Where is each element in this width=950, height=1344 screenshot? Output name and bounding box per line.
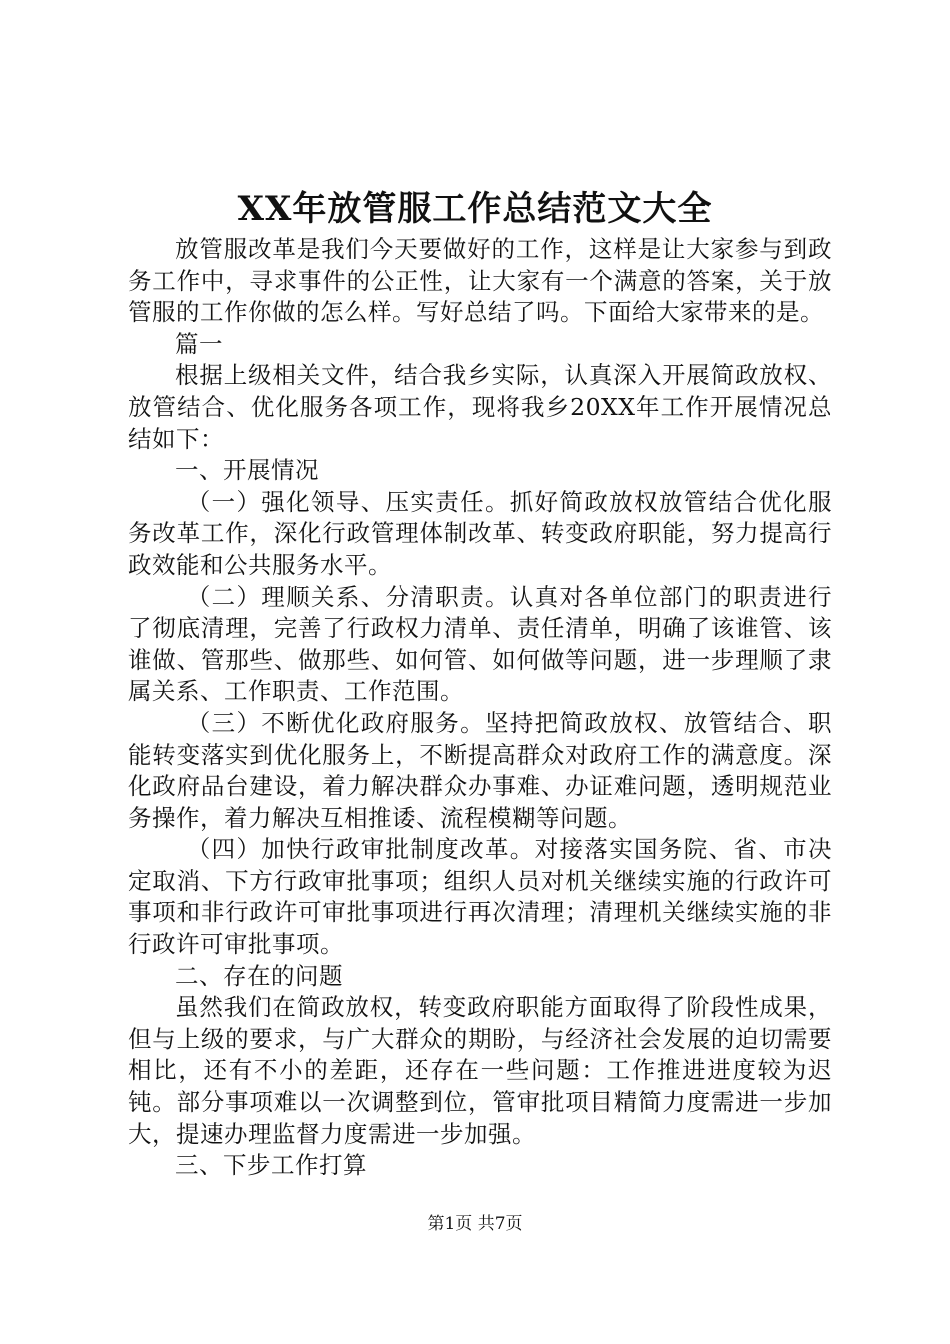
section-label: 篇一: [175, 329, 223, 358]
document-title: XX年放管服工作总结范文大全: [237, 189, 713, 229]
list-paragraph: （四）加快行政审批制度改革。对接落实国务院、省、市决定取消、下方行政审批事项；组织人员对机关继续实施的行政许可事项和非行政许可审批事项进行再次清理；清理机关继续实施的非行政许可审批事项。: [128, 835, 832, 959]
list-paragraph: （三）不断优化政府服务。坚持把简政放权、放管结合、职能转变落实到优化服务上，不断提高群众对政府工作的满意度。深化政府品台建设，着力解决群众办事难、办证难问题，透明规范业务操作，着力解决互相推诿、流程模糊等问题。: [128, 708, 832, 832]
paragraph: 虽然我们在简政放权，转变政府职能方面取得了阶段性成果，但与上级的要求，与广大群众的期盼，与经济社会发展的迫切需要相比，还有不小的差距，还存在一些问题：工作推进进度较为迟钝。部分事项难以一次调整到位，管审批项目精简力度需进一步加大，提速办理监督力度需进一步加强。: [128, 993, 832, 1148]
list-paragraph: （二）理顺关系、分清职责。认真对各单位部门的职责进行了彻底清理，完善了行政权力清单、责任清单，明确了该谁管、该谁做、管那些、做那些、如何管、如何做等问题，进一步理顺了隶属关系、工作职责、工作范围。: [128, 582, 832, 706]
intro-paragraph: 放管服改革是我们今天要做好的工作，这样是让大家参与到政务工作中，寻求事件的公正性，让大家有一个满意的答案，关于放管服的工作你做的怎么样。写好总结了吗。下面给大家带来的是。: [128, 235, 832, 327]
section-heading: 三、下步工作打算: [175, 1151, 367, 1180]
list-paragraph: （一）强化领导、压实责任。抓好简政放权放管结合优化服务改革工作，深化行政管理体制改革、转变政府职能，努力提高行政效能和公共服务水平。: [128, 487, 832, 579]
document-body: [128, 234, 832, 1182]
paragraph: 根据上级相关文件，结合我乡实际，认真深入开展简政放权、放管结合、优化服务各项工作，现将我乡20XX年工作开展情况总结如下：: [128, 361, 832, 453]
section-heading: 二、存在的问题: [175, 961, 343, 990]
section-heading: 一、开展情况: [175, 456, 319, 485]
page-number-footer: 第1页 共7页: [427, 1214, 523, 1234]
